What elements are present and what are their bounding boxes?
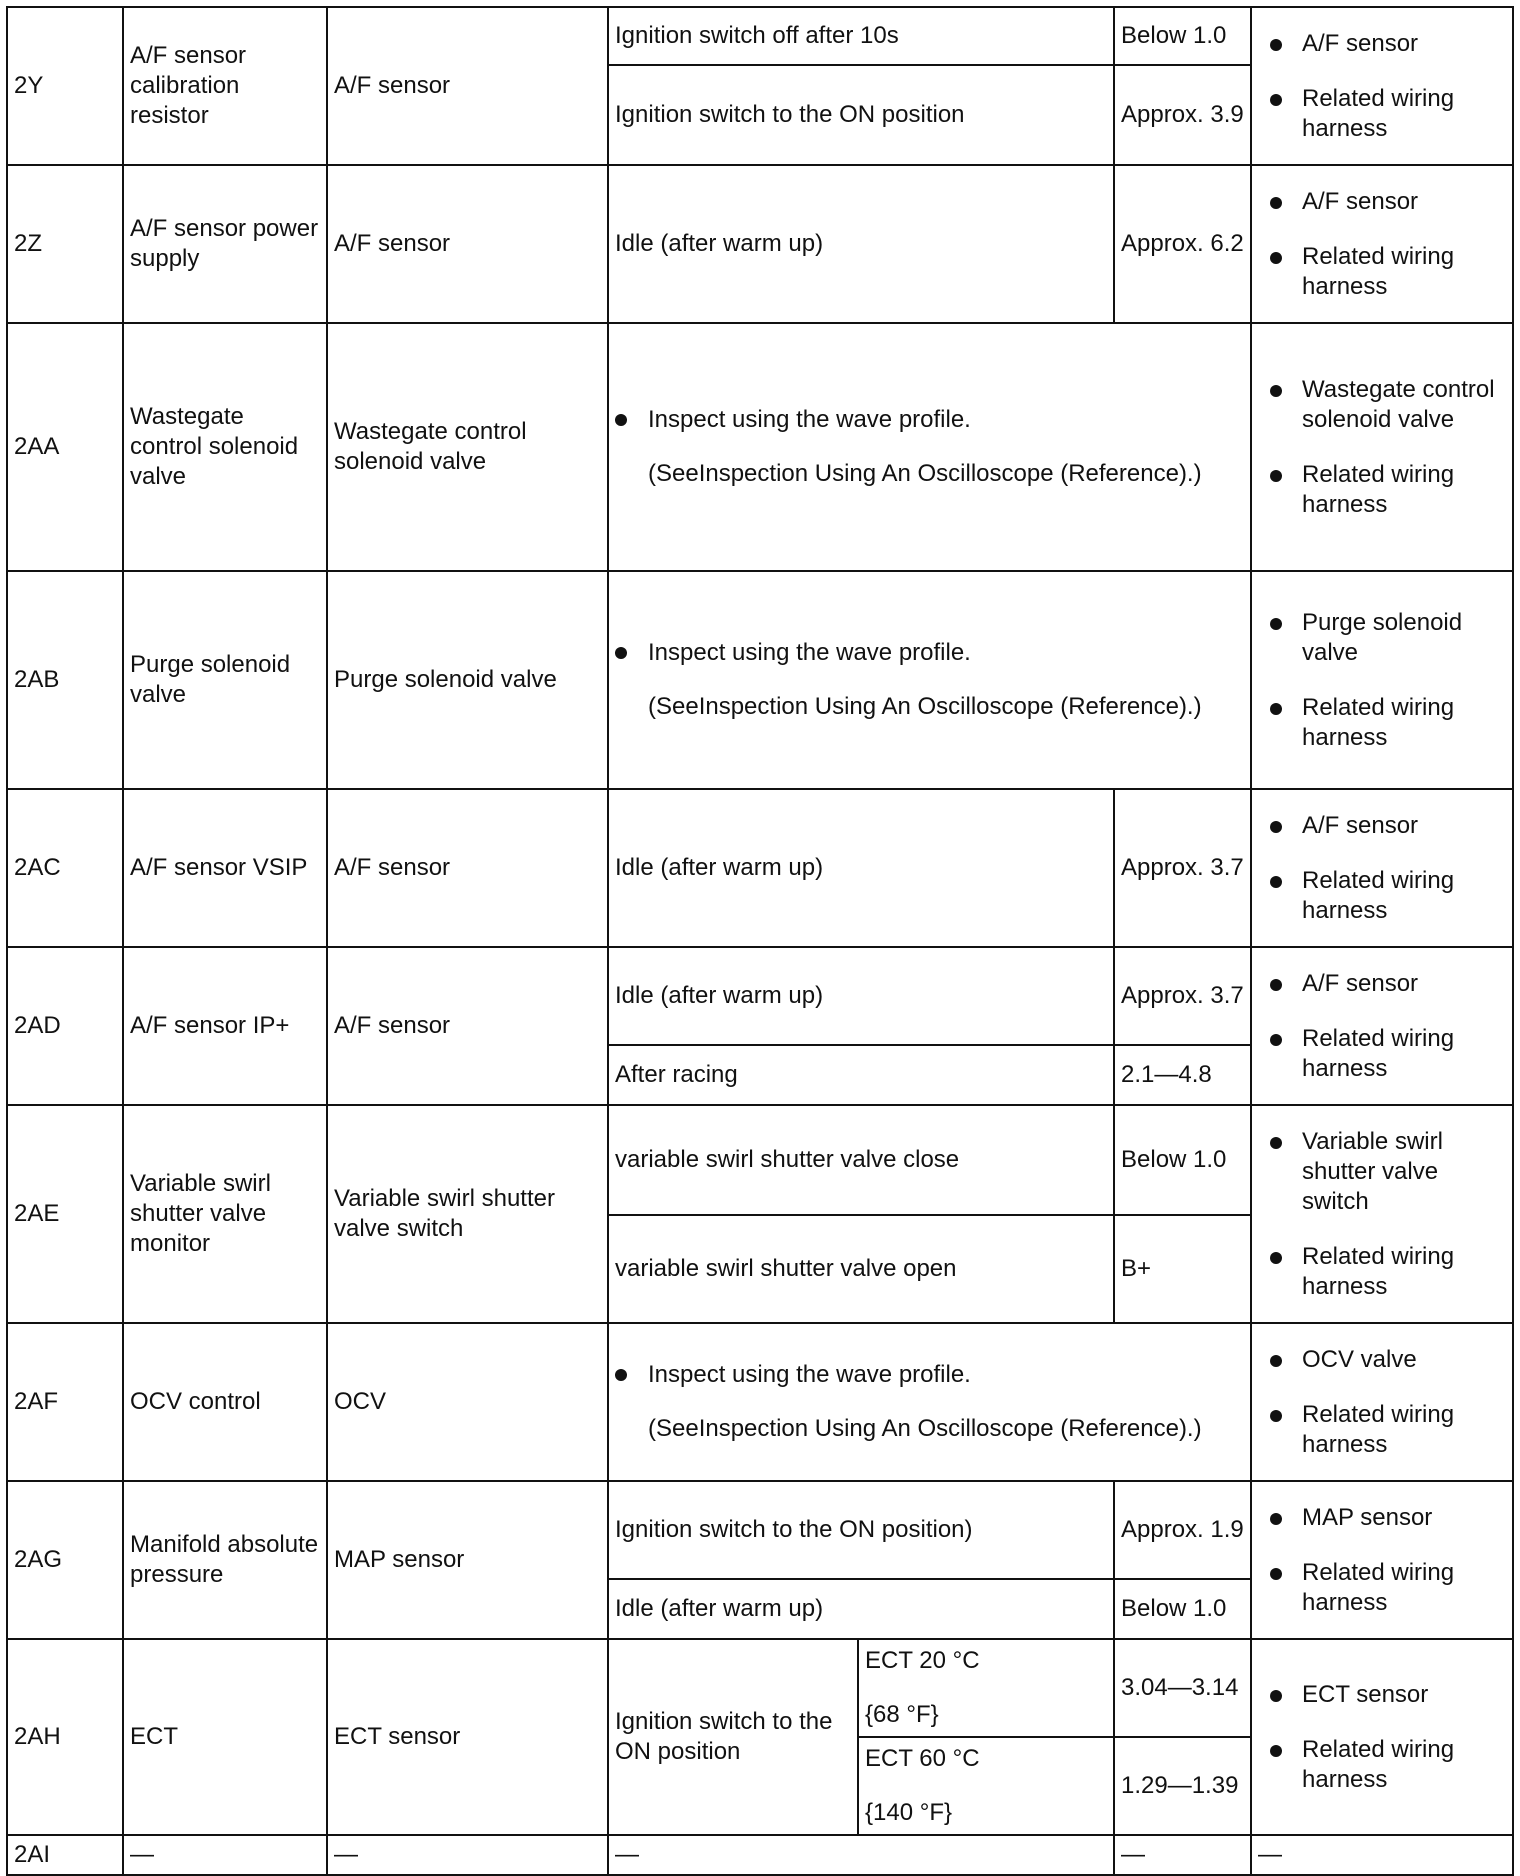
cause-list bbox=[1258, 608, 1506, 753]
condition-cell: After racing bbox=[608, 1045, 1114, 1105]
cause-item: MAP sensor bbox=[1302, 1503, 1506, 1533]
possible-cause-cell bbox=[1251, 323, 1513, 571]
cause-list bbox=[1258, 811, 1506, 926]
table-row bbox=[7, 323, 1513, 571]
connected-to-cell: A/F sensor VSIP bbox=[123, 789, 327, 947]
signal-cell: A/F sensor bbox=[327, 947, 608, 1105]
possible-cause-cell: — bbox=[1251, 1835, 1513, 1875]
cause-list bbox=[1258, 969, 1506, 1084]
inspection-bullet bbox=[615, 1360, 1244, 1390]
cause-item: Related wiring harness bbox=[1302, 1558, 1506, 1618]
cause-item: Related wiring harness bbox=[1302, 1242, 1506, 1302]
ect-temp-celsius: ECT 60 °C bbox=[865, 1745, 980, 1772]
table-row bbox=[7, 1639, 1513, 1737]
cause-item: Related wiring harness bbox=[1302, 1400, 1506, 1460]
inspection-text: Inspect using the wave profile. bbox=[648, 1361, 971, 1388]
table-row bbox=[7, 1481, 1513, 1579]
condition-cell: Ignition switch to the ON position) bbox=[608, 1481, 1114, 1579]
ect-temp-fahrenheit: {68 °F} bbox=[865, 1701, 939, 1728]
cause-item: Wastegate control solenoid valve bbox=[1302, 375, 1506, 435]
cause-item: Related wiring harness bbox=[1302, 1735, 1506, 1795]
terminal-cell: 2AB bbox=[7, 571, 123, 789]
connected-to-cell: ECT bbox=[123, 1639, 327, 1835]
cause-item: Purge solenoid valve bbox=[1302, 608, 1506, 668]
inspection-reference: (SeeInspection Using An Oscilloscope (Reference).) bbox=[648, 460, 1202, 487]
condition-cell: Idle (after warm up) bbox=[608, 1579, 1114, 1639]
possible-cause-cell bbox=[1251, 1323, 1513, 1481]
cause-item: Related wiring harness bbox=[1302, 84, 1506, 144]
voltage-cell: Below 1.0 bbox=[1114, 7, 1251, 65]
cause-item: Related wiring harness bbox=[1302, 693, 1506, 753]
terminal-cell: 2AE bbox=[7, 1105, 123, 1323]
condition-cell: Idle (after warm up) bbox=[608, 789, 1114, 947]
signal-cell: A/F sensor bbox=[327, 789, 608, 947]
possible-cause-cell bbox=[1251, 571, 1513, 789]
condition-cell: — bbox=[608, 1835, 1114, 1875]
signal-cell: Variable swirl shutter valve switch bbox=[327, 1105, 608, 1323]
bullet-dot bbox=[615, 647, 627, 659]
cause-list bbox=[1258, 1127, 1506, 1302]
condition-cell: Idle (after warm up) bbox=[608, 947, 1114, 1045]
cause-list bbox=[1258, 1680, 1506, 1795]
possible-cause-cell bbox=[1251, 1639, 1513, 1835]
cause-item: OCV valve bbox=[1302, 1345, 1506, 1375]
condition-cell: variable swirl shutter valve open bbox=[608, 1215, 1114, 1323]
table-row bbox=[7, 1323, 1513, 1481]
table-row bbox=[7, 947, 1513, 1045]
condition-cell: variable swirl shutter valve close bbox=[608, 1105, 1114, 1215]
bullet-dot bbox=[615, 1369, 627, 1381]
table-row bbox=[7, 165, 1513, 323]
cause-list bbox=[1258, 1345, 1506, 1460]
signal-cell: A/F sensor bbox=[327, 165, 608, 323]
signal-cell: ECT sensor bbox=[327, 1639, 608, 1835]
inspection-cell bbox=[608, 571, 1251, 789]
connected-to-cell: A/F sensor IP+ bbox=[123, 947, 327, 1105]
cause-item: ECT sensor bbox=[1302, 1680, 1506, 1710]
table-row bbox=[7, 789, 1513, 947]
connected-to-cell: A/F sensor calibration resistor bbox=[123, 7, 327, 165]
possible-cause-cell bbox=[1251, 7, 1513, 165]
cause-list bbox=[1258, 375, 1506, 520]
cause-item: A/F sensor bbox=[1302, 29, 1506, 59]
cause-item: Related wiring harness bbox=[1302, 460, 1506, 520]
terminal-cell: 2AF bbox=[7, 1323, 123, 1481]
signal-cell: Wastegate control solenoid valve bbox=[327, 323, 608, 571]
voltage-cell: 1.29—1.39 bbox=[1114, 1737, 1251, 1835]
signal-cell: A/F sensor bbox=[327, 7, 608, 165]
voltage-cell: Below 1.0 bbox=[1114, 1579, 1251, 1639]
cause-list bbox=[1258, 1503, 1506, 1618]
table-row bbox=[7, 571, 1513, 789]
table-row bbox=[7, 1105, 1513, 1215]
condition-cell: Ignition switch to the ON position bbox=[608, 65, 1114, 165]
cause-list bbox=[1258, 187, 1506, 302]
inspection-text: Inspect using the wave profile. bbox=[648, 406, 971, 433]
inspection-cell bbox=[608, 323, 1251, 571]
terminal-cell: 2AA bbox=[7, 323, 123, 571]
cause-item: Related wiring harness bbox=[1302, 866, 1506, 926]
terminal-cell: 2AC bbox=[7, 789, 123, 947]
inspection-text: Inspect using the wave profile. bbox=[648, 639, 971, 666]
cause-list bbox=[1258, 29, 1506, 144]
cause-item: A/F sensor bbox=[1302, 969, 1506, 999]
voltage-cell: B+ bbox=[1114, 1215, 1251, 1323]
voltage-cell: Approx. 3.9 bbox=[1114, 65, 1251, 165]
connected-to-cell: A/F sensor power supply bbox=[123, 165, 327, 323]
bullet-dot bbox=[615, 414, 627, 426]
cause-item: Related wiring harness bbox=[1302, 242, 1506, 302]
connected-to-cell: — bbox=[123, 1835, 327, 1875]
subcondition-cell bbox=[858, 1639, 1114, 1737]
connected-to-cell: Variable swirl shutter valve monitor bbox=[123, 1105, 327, 1323]
cause-item: A/F sensor bbox=[1302, 187, 1506, 217]
connected-to-cell: Purge solenoid valve bbox=[123, 571, 327, 789]
voltage-cell: Approx. 1.9 bbox=[1114, 1481, 1251, 1579]
terminal-cell: 2AD bbox=[7, 947, 123, 1105]
table-row bbox=[7, 1835, 1513, 1875]
voltage-cell: — bbox=[1114, 1835, 1251, 1875]
cause-item: A/F sensor bbox=[1302, 811, 1506, 841]
voltage-cell: 3.04—3.14 bbox=[1114, 1639, 1251, 1737]
cause-item: Related wiring harness bbox=[1302, 1024, 1506, 1084]
condition-cell: Ignition switch to the ON position bbox=[608, 1639, 858, 1835]
terminal-cell: 2AH bbox=[7, 1639, 123, 1835]
voltage-cell: Approx. 3.7 bbox=[1114, 947, 1251, 1045]
inspection-reference: (SeeInspection Using An Oscilloscope (Reference).) bbox=[648, 1415, 1202, 1442]
terminal-cell: 2AG bbox=[7, 1481, 123, 1639]
condition-cell: Idle (after warm up) bbox=[608, 165, 1114, 323]
connected-to-cell: OCV control bbox=[123, 1323, 327, 1481]
signal-cell: — bbox=[327, 1835, 608, 1875]
signal-cell: OCV bbox=[327, 1323, 608, 1481]
possible-cause-cell bbox=[1251, 789, 1513, 947]
voltage-cell: Approx. 6.2 bbox=[1114, 165, 1251, 323]
terminal-cell: 2Y bbox=[7, 7, 123, 165]
subcondition-cell bbox=[858, 1737, 1114, 1835]
connected-to-cell: Manifold absolute pressure bbox=[123, 1481, 327, 1639]
possible-cause-cell bbox=[1251, 947, 1513, 1105]
condition-cell: Ignition switch off after 10s bbox=[608, 7, 1114, 65]
signal-cell: MAP sensor bbox=[327, 1481, 608, 1639]
inspection-cell bbox=[608, 1323, 1251, 1481]
terminal-cell: 2Z bbox=[7, 165, 123, 323]
connected-to-cell: Wastegate control solenoid valve bbox=[123, 323, 327, 571]
possible-cause-cell bbox=[1251, 1481, 1513, 1639]
table-row bbox=[7, 7, 1513, 65]
inspection-reference: (SeeInspection Using An Oscilloscope (Reference).) bbox=[648, 693, 1202, 720]
cause-item: Variable swirl shutter valve switch bbox=[1302, 1127, 1506, 1217]
possible-cause-cell bbox=[1251, 165, 1513, 323]
inspection-bullet bbox=[615, 405, 1244, 435]
inspection-bullet bbox=[615, 638, 1244, 668]
signal-cell: Purge solenoid valve bbox=[327, 571, 608, 789]
voltage-cell: 2.1—4.8 bbox=[1114, 1045, 1251, 1105]
terminal-voltage-table bbox=[6, 6, 1514, 1876]
ect-temp-celsius: ECT 20 °C bbox=[865, 1647, 980, 1674]
voltage-cell: Approx. 3.7 bbox=[1114, 789, 1251, 947]
ect-temp-fahrenheit: {140 °F} bbox=[865, 1799, 952, 1826]
possible-cause-cell bbox=[1251, 1105, 1513, 1323]
terminal-cell: 2AI bbox=[7, 1835, 123, 1875]
voltage-cell: Below 1.0 bbox=[1114, 1105, 1251, 1215]
